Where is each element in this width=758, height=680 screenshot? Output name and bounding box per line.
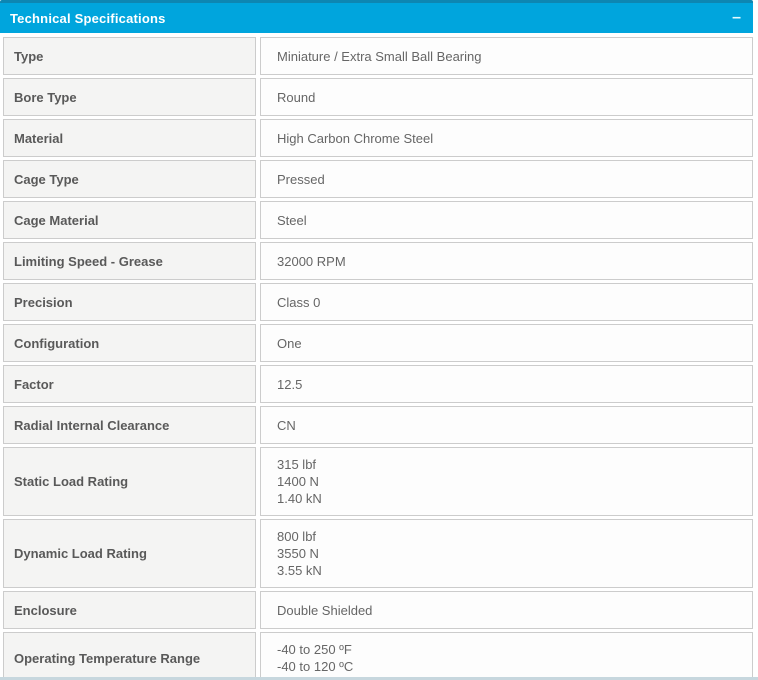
spec-value-line: Pressed	[277, 171, 325, 187]
spec-row	[3, 591, 753, 629]
spec-row	[3, 365, 753, 403]
spec-row	[3, 632, 753, 680]
spec-label: Material	[3, 119, 256, 157]
spec-label: Type	[3, 37, 256, 75]
spec-label: Radial Internal Clearance	[3, 406, 256, 444]
spec-label: Enclosure	[3, 591, 256, 629]
spec-label: Cage Type	[3, 160, 256, 198]
spec-value	[260, 447, 753, 516]
spec-label: Dynamic Load Rating	[3, 519, 256, 588]
spec-value	[260, 119, 753, 157]
spec-label: Operating Temperature Range	[3, 632, 256, 680]
spec-row	[3, 519, 753, 588]
spec-table	[0, 33, 753, 680]
spec-value	[260, 242, 753, 280]
spec-label: Factor	[3, 365, 256, 403]
spec-label: Limiting Speed - Grease	[3, 242, 256, 280]
spec-value-line: 3550 N	[277, 546, 319, 561]
spec-value-line: Round	[277, 89, 316, 105]
collapse-minus-icon[interactable]: –	[732, 9, 741, 26]
spec-row	[3, 119, 753, 157]
spec-label: Configuration	[3, 324, 256, 362]
spec-row	[3, 242, 753, 280]
spec-value-line: 3.55 kN	[277, 563, 322, 578]
spec-value	[260, 37, 753, 75]
spec-label: Cage Material	[3, 201, 256, 239]
spec-row	[3, 447, 753, 516]
spec-value-line: Double Shielded	[277, 602, 373, 618]
panel-header[interactable]	[0, 0, 753, 33]
spec-label: Precision	[3, 283, 256, 321]
spec-value	[260, 365, 753, 403]
spec-value	[260, 160, 753, 198]
spec-value-line: 1400 N	[277, 474, 319, 489]
spec-value-line: CN	[277, 417, 296, 433]
panel-title: Technical Specifications	[10, 10, 166, 26]
spec-row	[3, 406, 753, 444]
spec-value	[260, 519, 753, 588]
spec-value-line: 1.40 kN	[277, 491, 322, 506]
spec-value-line: Steel	[277, 212, 307, 228]
spec-row	[3, 37, 753, 75]
spec-value-line: -40 to 250 ºF	[277, 642, 352, 657]
spec-value-line: 315 lbf	[277, 457, 317, 472]
spec-value-line: Class 0	[277, 294, 321, 310]
spec-value	[260, 283, 753, 321]
spec-label: Static Load Rating	[3, 447, 256, 516]
spec-row	[3, 78, 753, 116]
spec-value-line: 32000 RPM	[277, 253, 346, 269]
spec-row	[3, 324, 753, 362]
spec-value-line: Miniature / Extra Small Ball Bearing	[277, 48, 482, 64]
spec-label: Bore Type	[3, 78, 256, 116]
spec-value-line: High Carbon Chrome Steel	[277, 130, 434, 146]
spec-value-line: 800 lbf	[277, 529, 317, 544]
spec-value-line: One	[277, 335, 302, 351]
spec-value	[260, 201, 753, 239]
spec-row	[3, 201, 753, 239]
spec-value	[260, 78, 753, 116]
spec-value	[260, 324, 753, 362]
spec-row	[3, 283, 753, 321]
spec-value	[260, 406, 753, 444]
spec-value-line: -40 to 120 ºC	[277, 659, 354, 674]
spec-value	[260, 591, 753, 629]
spec-row	[3, 160, 753, 198]
spec-value-line: 12.5	[277, 376, 303, 392]
spec-value	[260, 632, 753, 680]
